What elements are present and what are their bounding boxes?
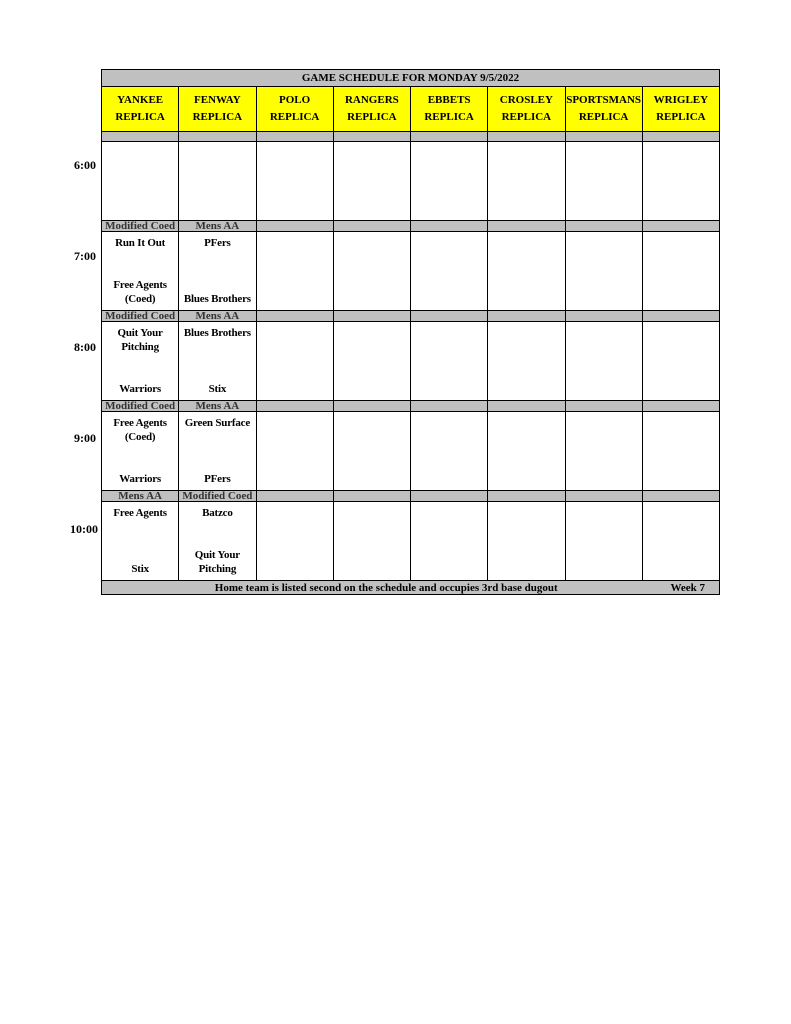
field-header-fenway: [179, 87, 256, 132]
slot-row-10: [102, 502, 720, 581]
league-label: [411, 311, 488, 322]
home-team: Warriors: [119, 473, 162, 485]
field-name: CROSLEY: [499, 94, 553, 106]
league-label: [256, 311, 333, 322]
game-cell: [488, 412, 565, 491]
field-name: EBBETS: [427, 94, 471, 106]
league-label: [642, 221, 719, 232]
separator-cell: [565, 132, 642, 142]
game-cell: [102, 232, 179, 311]
away-team: Batzco: [202, 507, 233, 519]
league-label: [411, 401, 488, 412]
title-row: [102, 70, 720, 87]
league-label: [256, 491, 333, 502]
game-cell: [565, 142, 642, 221]
game-cell: [565, 502, 642, 581]
field-sub: REPLICA: [656, 111, 706, 123]
separator-cell: [102, 132, 179, 142]
game-cell: [179, 232, 256, 311]
field-sub: REPLICA: [192, 111, 243, 123]
game-cell: [411, 322, 488, 401]
schedule-table: [101, 69, 720, 595]
week-label: Week 7: [670, 581, 705, 594]
home-team: PFers: [204, 473, 231, 485]
game-cell: [179, 502, 256, 581]
game-cell: [179, 412, 256, 491]
field-sub: REPLICA: [424, 111, 474, 123]
game-cell: [642, 502, 719, 581]
game-cell: [565, 412, 642, 491]
game-cell: [333, 412, 410, 491]
slot-row-8: [102, 322, 720, 401]
league-label: [333, 311, 410, 322]
game-cell: [565, 322, 642, 401]
schedule-sheet: [101, 69, 720, 595]
field-sub: REPLICA: [115, 111, 165, 123]
game-cell: [256, 412, 333, 491]
home-team: Quit Your Pitching: [194, 549, 240, 575]
away-team: Blues Brothers: [183, 327, 251, 339]
league-row-9: [102, 401, 720, 412]
game-cell: [333, 142, 410, 221]
home-team: Stix: [208, 383, 227, 395]
separator-cell: [642, 132, 719, 142]
field-header-polo: [256, 87, 333, 132]
game-cell: [333, 502, 410, 581]
time-label-8: 8:00: [74, 340, 96, 354]
slot-row-7: [102, 232, 720, 311]
league-row-7: [102, 221, 720, 232]
slot-row-6: [102, 142, 720, 221]
away-team: Quit Your Pitching: [117, 327, 163, 353]
game-cell: [488, 502, 565, 581]
league-label: [642, 491, 719, 502]
separator-cell: [333, 132, 410, 142]
league-label: [488, 491, 565, 502]
game-cell: [642, 142, 719, 221]
field-name: WRIGLEY: [653, 94, 709, 106]
separator-row: [102, 132, 720, 142]
game-cell: [642, 232, 719, 311]
time-label-9: 9:00: [74, 431, 96, 445]
game-cell: [411, 232, 488, 311]
league-label: [565, 491, 642, 502]
league-label: [565, 221, 642, 232]
game-cell: [488, 232, 565, 311]
away-team: PFers: [204, 237, 231, 249]
league-row-8: [102, 311, 720, 322]
game-cell: [642, 322, 719, 401]
home-team: Free Agents (Coed): [113, 279, 167, 305]
footer-note: Home team is listed second on the schedule and occupies 3rd base dugout: [214, 581, 558, 594]
field-sub: REPLICA: [578, 111, 629, 123]
field-name: YANKEE: [117, 94, 164, 106]
slot-row-9: [102, 412, 720, 491]
home-team: Stix: [131, 563, 149, 575]
separator-cell: [179, 132, 256, 142]
league-label: Modified Coed: [102, 311, 179, 322]
home-team: Warriors: [119, 383, 162, 395]
game-cell: [102, 142, 179, 221]
league-label: [488, 221, 565, 232]
game-cell: [333, 322, 410, 401]
league-label: Mens AA: [179, 401, 256, 412]
league-label: [565, 311, 642, 322]
game-cell: [411, 502, 488, 581]
game-cell: [565, 232, 642, 311]
league-label: Mens AA: [179, 311, 256, 322]
league-label: [565, 401, 642, 412]
time-label-6: 6:00: [74, 158, 96, 172]
separator-cell: [411, 132, 488, 142]
home-team: Blues Brothers: [183, 293, 251, 305]
league-label: Mens AA: [102, 491, 179, 502]
game-cell: [333, 232, 410, 311]
time-label-7: 7:00: [74, 249, 96, 263]
league-label: [488, 311, 565, 322]
away-team: Free Agents: [113, 507, 167, 519]
game-cell: [488, 322, 565, 401]
league-label: Modified Coed: [179, 491, 256, 502]
field-sub: REPLICA: [269, 111, 320, 123]
league-label: [256, 401, 333, 412]
game-cell: [256, 502, 333, 581]
time-label-10: 10:00: [70, 522, 98, 536]
game-cell: [411, 142, 488, 221]
field-name: SPORTSMANS: [566, 94, 642, 106]
league-label: [256, 221, 333, 232]
away-team: Run It Out: [115, 237, 166, 249]
separator-cell: [256, 132, 333, 142]
game-cell: [102, 412, 179, 491]
league-label: Modified Coed: [102, 221, 179, 232]
league-label: [411, 221, 488, 232]
game-cell: [256, 142, 333, 221]
league-label: Mens AA: [179, 221, 256, 232]
game-cell: [102, 502, 179, 581]
league-label: [333, 401, 410, 412]
league-label: Modified Coed: [102, 401, 179, 412]
schedule-title: GAME SCHEDULE FOR MONDAY 9/5/2022: [102, 70, 720, 87]
game-cell: [179, 142, 256, 221]
league-label: [411, 491, 488, 502]
field-header-sportsmans: [565, 87, 642, 132]
field-name: RANGERS: [344, 94, 399, 106]
field-header-ebbets: [411, 87, 488, 132]
field-name: POLO: [279, 94, 311, 106]
field-header-row: [102, 87, 720, 132]
league-row-10: [102, 491, 720, 502]
league-label: [333, 491, 410, 502]
field-sub: REPLICA: [501, 111, 552, 123]
league-label: [642, 311, 719, 322]
league-label: [642, 401, 719, 412]
field-sub: REPLICA: [347, 111, 397, 123]
game-cell: [488, 142, 565, 221]
field-name: FENWAY: [194, 94, 241, 106]
footer-row: [102, 581, 720, 595]
field-header-rangers: [333, 87, 410, 132]
away-team: Green Surface: [184, 417, 251, 429]
game-cell: [256, 322, 333, 401]
footer-cell: [102, 581, 720, 595]
field-header-crosley: [488, 87, 565, 132]
league-label: [333, 221, 410, 232]
away-team: Free Agents (Coed): [113, 417, 167, 443]
game-cell: [411, 412, 488, 491]
game-cell: [642, 412, 719, 491]
game-cell: [179, 322, 256, 401]
separator-cell: [488, 132, 565, 142]
field-header-wrigley: [642, 87, 719, 132]
league-label: [488, 401, 565, 412]
game-cell: [256, 232, 333, 311]
game-cell: [102, 322, 179, 401]
field-header-yankee: [102, 87, 179, 132]
